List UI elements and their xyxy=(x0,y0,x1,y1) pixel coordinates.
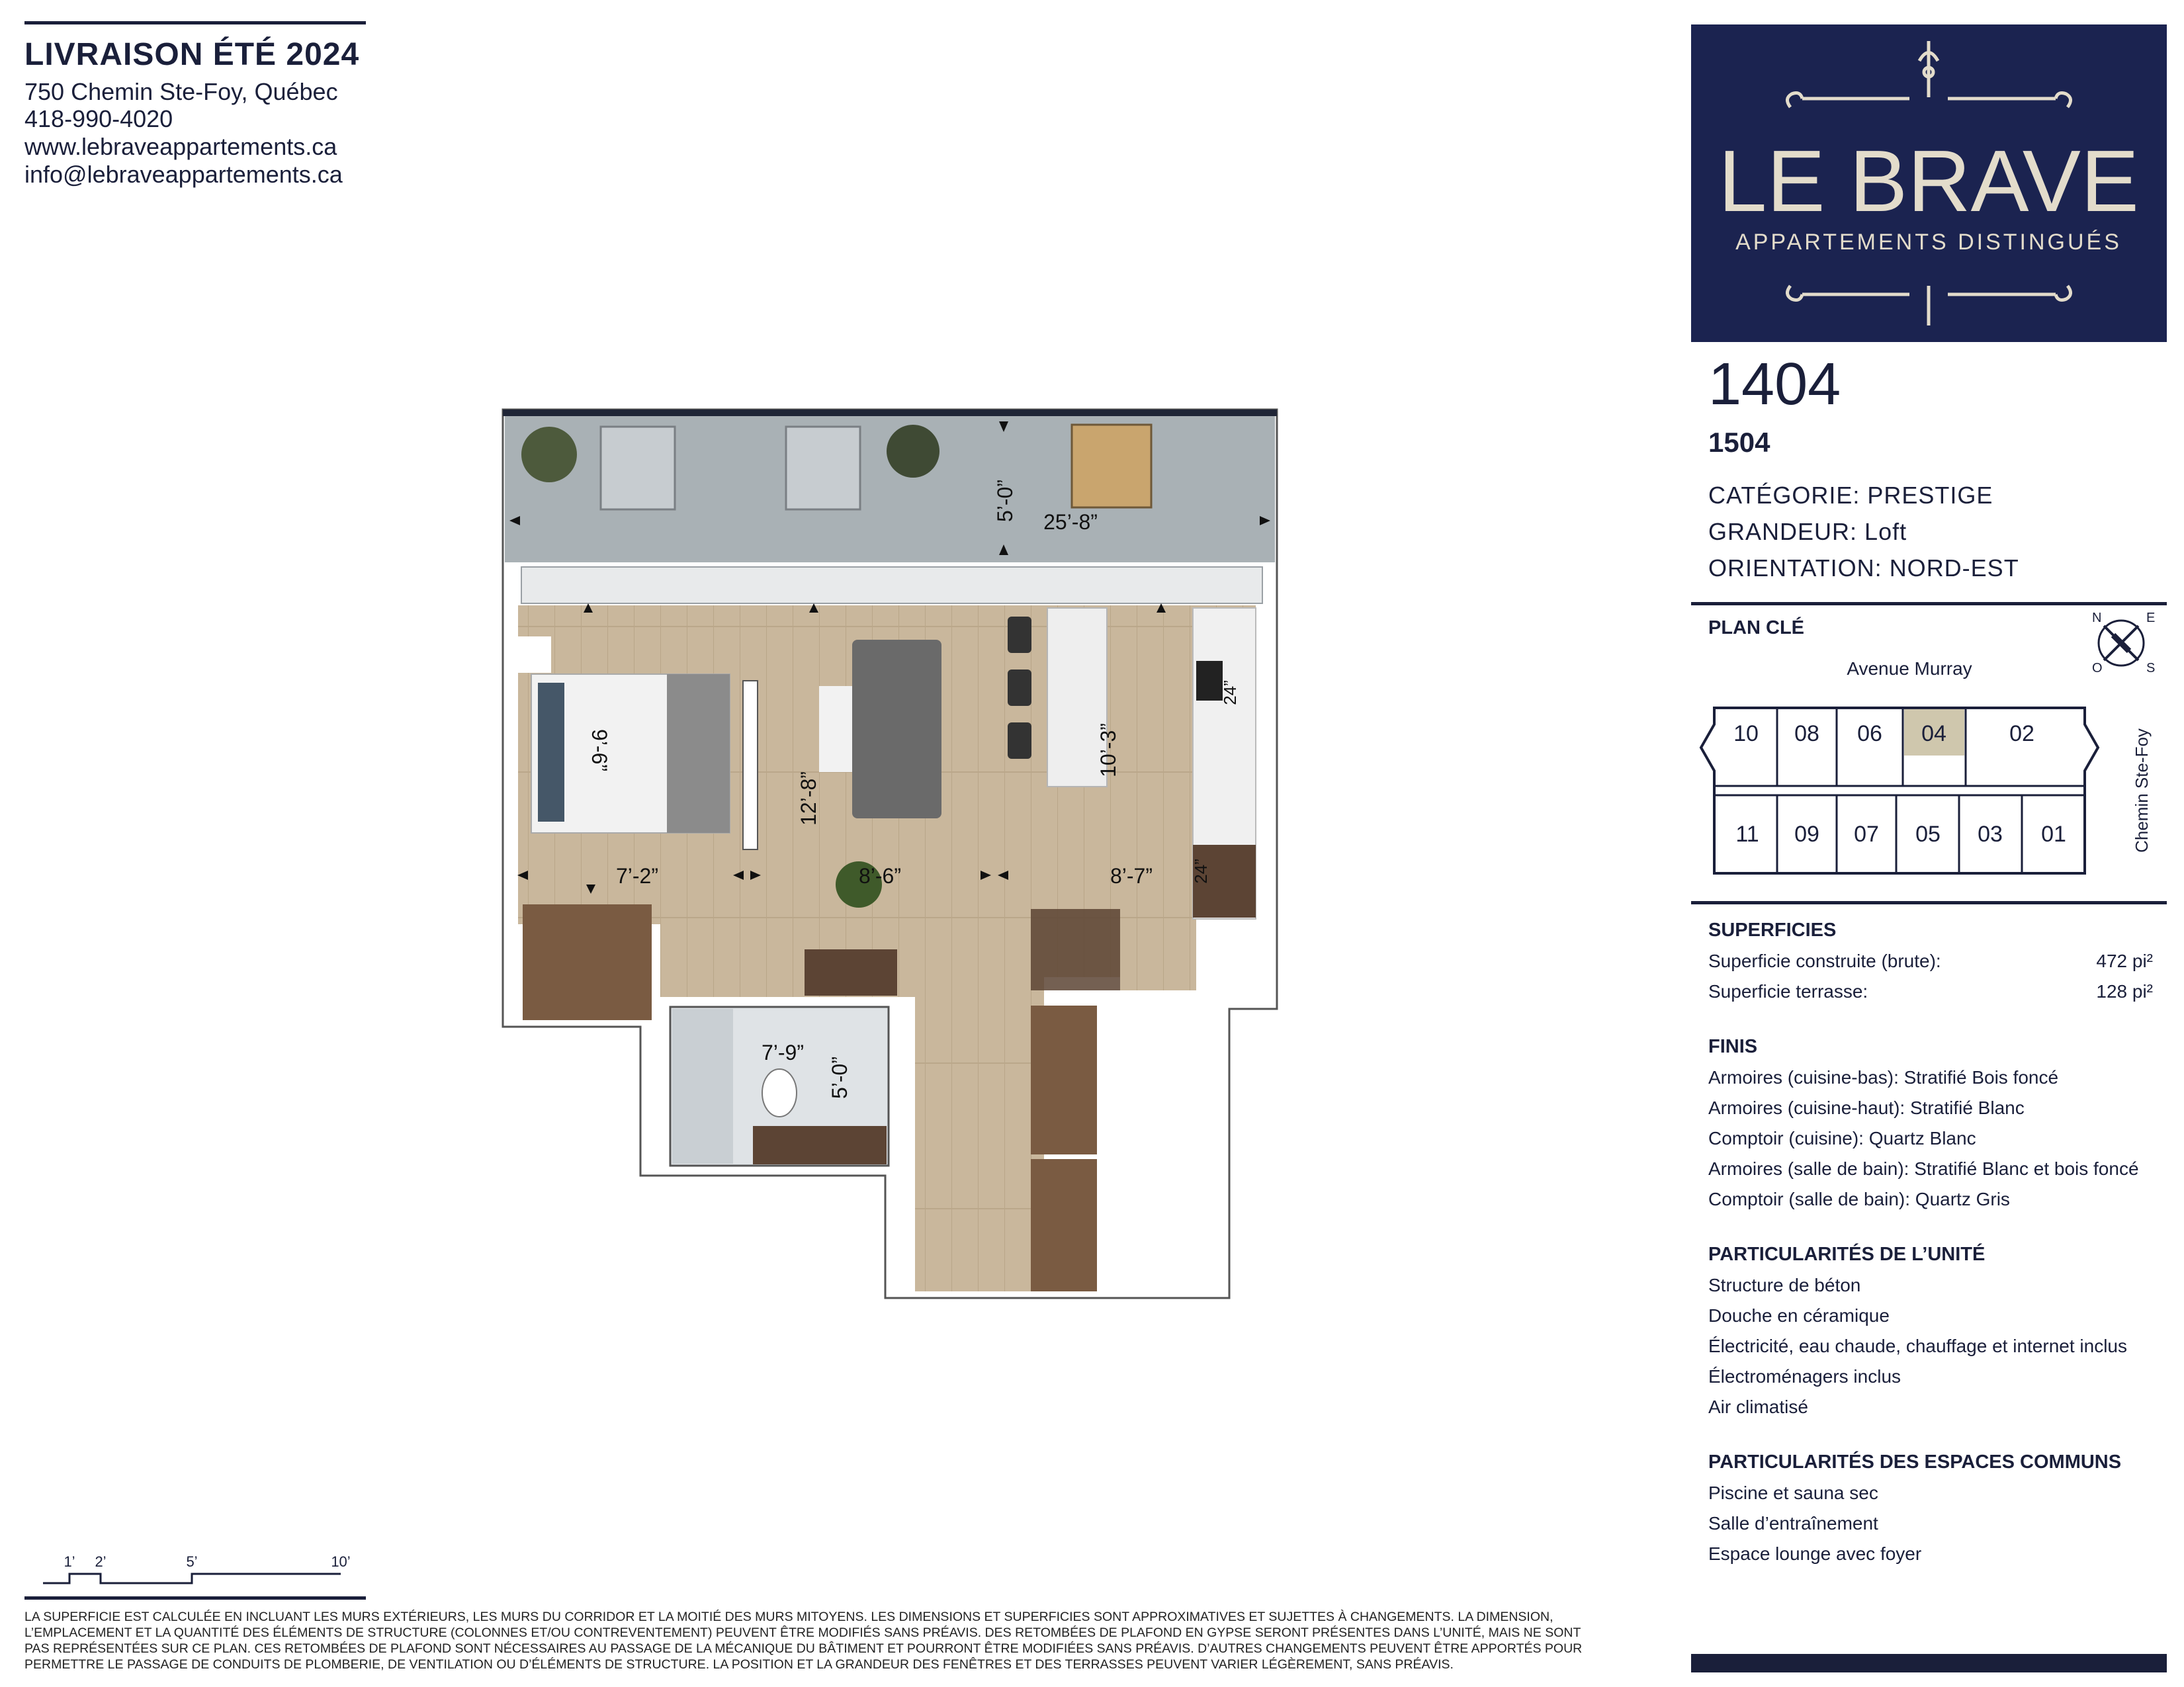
scale-tick-1: 1’ xyxy=(64,1553,75,1570)
key-unit-01: 01 xyxy=(2041,822,2066,847)
area-built-value: 472 pi² xyxy=(2096,951,2153,971)
areas-title: SUPERFICIES xyxy=(1708,920,1837,941)
compass-n: N xyxy=(2092,611,2102,625)
sofa-icon xyxy=(852,640,941,818)
unit-feature-item: Douche en céramique xyxy=(1708,1305,1890,1326)
header-top-rule xyxy=(24,21,366,24)
shower-icon xyxy=(672,1009,733,1164)
category-label: CATÉGORIE: xyxy=(1708,482,1860,509)
key-unit-09: 09 xyxy=(1794,822,1819,847)
key-unit-11: 11 xyxy=(1735,822,1759,847)
unit-feature-item: Électroménagers inclus xyxy=(1708,1366,1901,1387)
logo-tagline: APPARTEMENTS DISTINGUÉS xyxy=(1735,230,2122,255)
unit-feature-item: Air climatisé xyxy=(1708,1397,1808,1417)
key-unit-05: 05 xyxy=(1915,822,1941,847)
key-unit-10: 10 xyxy=(1733,721,1759,746)
scale-bar xyxy=(40,1551,357,1601)
orientation-value: NORD-EST xyxy=(1889,554,2019,582)
partition-wall xyxy=(743,681,758,849)
key-unit-04: 04 xyxy=(1921,721,1946,746)
area-terrace-label: Superficie terrasse: xyxy=(1708,981,1868,1002)
finish-item: Armoires (cuisine-bas): Stratifié Bois foncé xyxy=(1708,1067,2059,1088)
delivery-heading: LIVRAISON ÉTÉ 2024 xyxy=(24,37,360,72)
key-plan-building xyxy=(1701,708,2098,873)
compass-icon xyxy=(2092,611,2155,675)
email-link[interactable]: info@lebraveappartements.ca xyxy=(24,161,343,188)
finish-item: Comptoir (salle de bain): Quartz Gris xyxy=(1708,1189,2010,1209)
common-feature-item: Piscine et sauna sec xyxy=(1708,1483,1878,1503)
dim-kitchen-length: 10’-3” xyxy=(1096,723,1120,777)
key-unit-02: 02 xyxy=(2009,721,2034,746)
bed-pillows xyxy=(538,683,564,822)
finish-item: Armoires (cuisine-haut): Stratifié Blanc xyxy=(1708,1098,2025,1118)
terrace-railing xyxy=(503,410,1277,416)
dim-bed-width: 7’-2” xyxy=(615,864,659,888)
address: 750 Chemin Ste-Foy, Québec xyxy=(24,78,338,105)
scale-line xyxy=(43,1574,341,1583)
console-icon xyxy=(805,949,897,996)
dim-living-width: 8’-6” xyxy=(858,864,902,888)
common-features-title: PARTICULARITÉS DES ESPACES COMMUNS xyxy=(1708,1451,2122,1473)
dim-counter-depth-2: 24” xyxy=(1191,859,1211,884)
key-unit-07: 07 xyxy=(1854,822,1879,847)
areas-rule xyxy=(1691,901,2167,904)
key-unit-03: 03 xyxy=(1978,822,2003,847)
window-wall xyxy=(521,567,1262,603)
dim-counter-depth-1: 24” xyxy=(1220,680,1240,705)
category-row xyxy=(1708,482,1993,509)
entry-closet xyxy=(1031,909,1120,990)
logo-ornament-bottom xyxy=(1787,286,2070,325)
unit-alt-number: 1504 xyxy=(1708,427,1770,458)
lounge-chair-icon xyxy=(601,427,675,509)
dim-bath-depth: 5’-0” xyxy=(828,1056,852,1100)
tv-wall xyxy=(819,686,852,772)
dim-terrace-depth: 5’-0” xyxy=(993,479,1017,523)
unit-features-title: PARTICULARITÉS DE L’UNITÉ xyxy=(1708,1244,1986,1265)
key-unit-08: 08 xyxy=(1794,721,1819,746)
compass-o: O xyxy=(2092,661,2103,675)
scale-tick-5: 5’ xyxy=(186,1553,198,1570)
stool-icon xyxy=(1008,670,1031,706)
plant-icon xyxy=(521,427,577,482)
floor-plan xyxy=(502,408,1284,1301)
wardrobe-icon xyxy=(523,904,652,1020)
footer-right-bar xyxy=(1691,1654,2167,1672)
logo xyxy=(1691,24,2167,342)
stool-icon xyxy=(1008,617,1031,653)
orientation-label: ORIENTATION: xyxy=(1708,554,1882,582)
dim-kitchen-width: 8’-7” xyxy=(1110,864,1153,888)
key-unit-06: 06 xyxy=(1857,721,1882,746)
common-feature-item: Salle d’entraînement xyxy=(1708,1513,1878,1534)
disclaimer: LA SUPERFICIE EST CALCULÉE EN INCLUANT LES MURS EXTÉRIEURS, LES MURS DU CORRIDOR ET LA MOITIÉ DES MURS MITOYENS. LES DIMENSIONS ET SUPERFICIES SONT APPROXIMATIVES ET SUJETTES À CHANGEMENTS. LA DIMENSION, L’EMPLACEMENT ET LA QUANTITÉ DES ÉLÉMENTS DE STRUCTURE (COLONNES ET/OU CONTREVENTEMENT) PEUVENT ÊTRE MODIFIÉS SANS PRÉAVIS. DES RETOMBÉES DE PLAFOND EN GYPSE SERONT PRÉSENTES DANS L’UNITÉ, MAIS NE SONT PAS REPRÉSENTÉES SUR CE PLAN. CES RETOMBÉES DE PLAFOND SONT NÉCESSAIRES AU PASSAGE DE LA MÉCANIQUE DU BÂTIMENT ET POURRONT ÊTRE MODIFIÉES SANS PRÉAVIS. D’AUTRES CHANGEMENTS PEUVENT ÊTRE APPORTÉS POUR PERMETTRE LE PASSAGE DE CONDUITS DE PLOMBERIE, DE VENTILATION OU D’ÉLÉMENTS DE STRUCTURE. LA POSITION ET LA GRANDEUR DES FENÊTRES ET DES TERRASSES PEUVENT VARIER LÉGÈREMENT, SANS PRÉAVIS. xyxy=(24,1610,1583,1672)
closet-icon xyxy=(1031,1159,1097,1291)
finishes-title: FINIS xyxy=(1708,1036,1758,1057)
unit-number: 1404 xyxy=(1708,351,1841,417)
cooktop-icon xyxy=(1196,661,1223,701)
vanity-icon xyxy=(753,1126,887,1164)
area-built-label: Superficie construite (brute): xyxy=(1708,951,1941,971)
orientation-row xyxy=(1708,554,2019,582)
size-label: GRANDEUR: xyxy=(1708,518,1858,545)
unit-feature-item: Structure de béton xyxy=(1708,1275,1861,1295)
finish-item: Armoires (salle de bain): Stratifié Blanc et bois foncé xyxy=(1708,1158,2139,1179)
common-feature-item: Espace lounge avec foyer xyxy=(1708,1543,1922,1564)
key-plan-title: PLAN CLÉ xyxy=(1708,617,1804,638)
stool-icon xyxy=(1008,722,1031,759)
area-terrace-value: 128 pi² xyxy=(2096,981,2153,1002)
dim-bed-length: 9’-6” xyxy=(588,728,611,772)
finish-item: Comptoir (cuisine): Quartz Blanc xyxy=(1708,1128,1976,1148)
phone: 418-990-4020 xyxy=(24,105,173,132)
size-row xyxy=(1708,518,1907,546)
footer-left-rule xyxy=(24,1596,366,1600)
key-plan-street-top: Avenue Murray xyxy=(1847,658,1972,679)
dim-living-depth: 12’-8” xyxy=(797,771,820,826)
compass-s: S xyxy=(2146,661,2156,675)
key-plan xyxy=(1691,609,2167,893)
dim-bath-width: 7’-9” xyxy=(761,1041,805,1064)
key-plan-rule xyxy=(1691,602,2167,605)
lounge-chair-icon xyxy=(786,427,860,509)
dining-table-icon xyxy=(1072,425,1151,507)
category-value: PRESTIGE xyxy=(1867,482,1993,509)
logo-graphic xyxy=(1691,24,2167,342)
logo-name: LE BRAVE xyxy=(1718,132,2139,230)
bed-blanket xyxy=(667,674,730,833)
plant-icon xyxy=(887,425,939,478)
scale-tick-2: 2’ xyxy=(95,1553,107,1570)
scale-ticks xyxy=(64,1553,350,1570)
nightstand-icon xyxy=(515,636,551,673)
dim-terrace-width: 25’-8” xyxy=(1043,510,1098,534)
scale-tick-10: 10’ xyxy=(331,1553,351,1570)
toilet-icon xyxy=(762,1069,797,1117)
key-plan-street-side: Chemin Ste-Foy xyxy=(2132,728,2152,853)
compass-e: E xyxy=(2146,611,2156,625)
closet-icon xyxy=(1031,1006,1097,1154)
size-value: Loft xyxy=(1864,518,1907,545)
website-link[interactable]: www.lebraveappartements.ca xyxy=(24,133,337,160)
unit-feature-item: Électricité, eau chaude, chauffage et internet inclus xyxy=(1708,1336,2127,1356)
logo-ornament-top xyxy=(1787,41,2070,107)
